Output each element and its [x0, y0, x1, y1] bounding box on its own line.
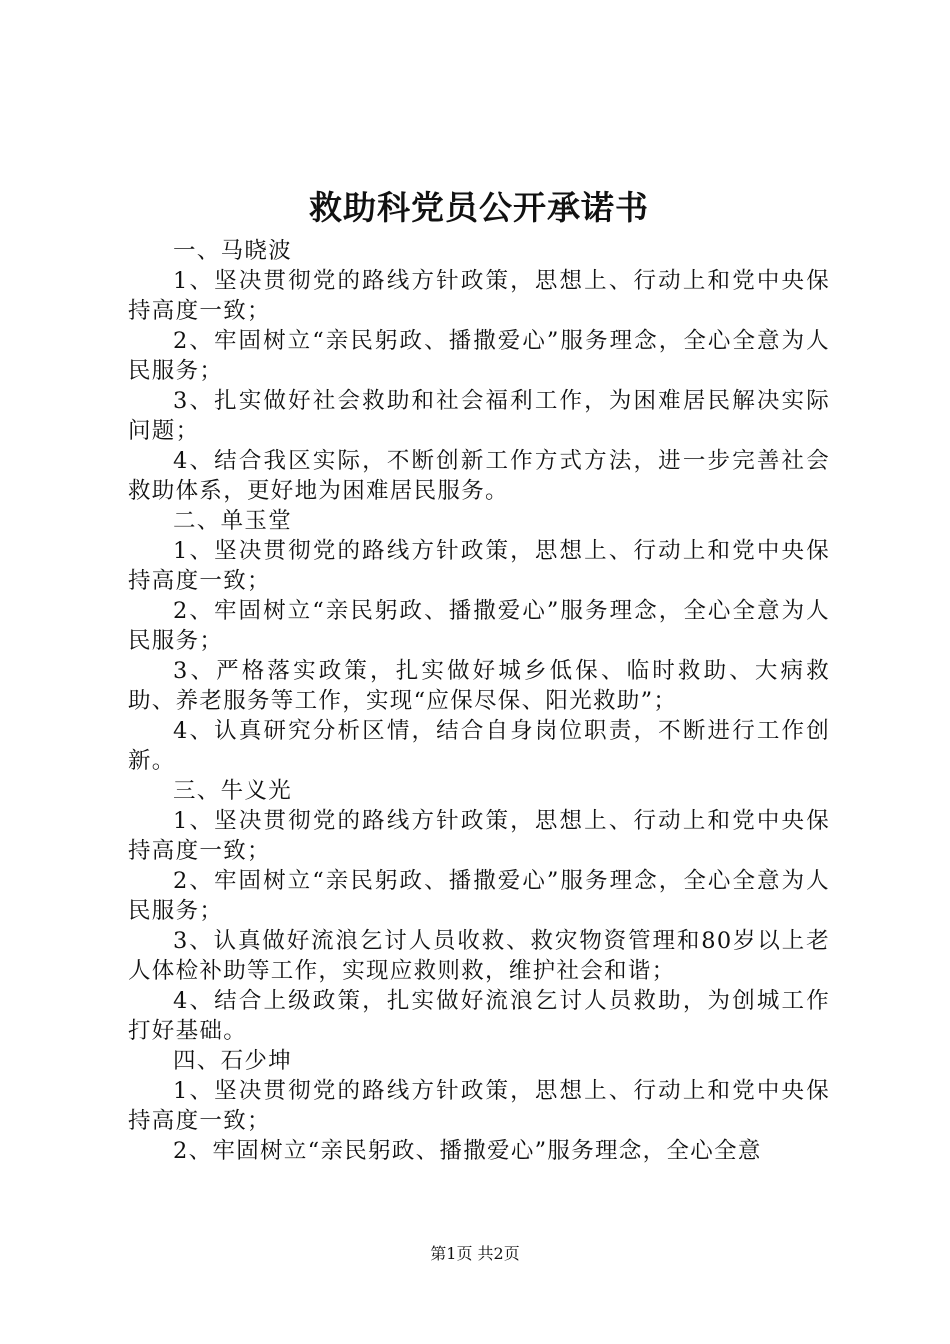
- paragraph: 2、牢固树立“亲民躬政、播撒爱心”服务理念，全心全意为人民服务；: [128, 868, 830, 924]
- paragraph: 3、扎实做好社会救助和社会福利工作，为困难居民解决实际问题；: [128, 388, 830, 444]
- paragraph: 4、认真研究分析区情，结合自身岗位职责，不断进行工作创新。: [128, 718, 830, 774]
- paragraph: 1、坚决贯彻党的路线方针政策，思想上、行动上和党中央保持高度一致；: [128, 268, 830, 324]
- paragraph: 4、结合上级政策，扎实做好流浪乞讨人员救助，为创城工作打好基础。: [128, 988, 830, 1044]
- paragraph: 2、牢固树立“亲民躬政、播撒爱心”服务理念，全心全意: [173, 1138, 762, 1164]
- page-footer: 第1页 共2页: [430, 1244, 520, 1263]
- document-body: [128, 236, 830, 1166]
- section-heading: 二、单玉堂: [173, 508, 293, 534]
- document-title: 救助科党员公开承诺书: [309, 188, 649, 227]
- paragraph: 2、牢固树立“亲民躬政、播撒爱心”服务理念，全心全意为人民服务；: [128, 598, 830, 654]
- document-page: [128, 180, 830, 1166]
- paragraph: 2、牢固树立“亲民躬政、播撒爱心”服务理念，全心全意为人民服务；: [128, 328, 830, 384]
- paragraph: 1、坚决贯彻党的路线方针政策，思想上、行动上和党中央保持高度一致；: [128, 538, 830, 594]
- paragraph: 3、严格落实政策，扎实做好城乡低保、临时救助、大病救助、养老服务等工作，实现“应保尽保、阳光救助”；: [128, 658, 830, 714]
- section-heading: 一、马晓波: [173, 238, 293, 264]
- paragraph: 1、坚决贯彻党的路线方针政策，思想上、行动上和党中央保持高度一致；: [128, 808, 830, 864]
- section-heading: 三、牛义光: [173, 778, 293, 804]
- paragraph: 3、认真做好流浪乞讨人员收救、救灾物资管理和80岁以上老人体检补助等工作，实现应救则救，维护社会和谐；: [128, 928, 830, 984]
- paragraph: 4、结合我区实际，不断创新工作方式方法，进一步完善社会救助体系，更好地为困难居民服务。: [128, 448, 830, 504]
- section-heading: 四、石少坤: [173, 1048, 293, 1074]
- paragraph: 1、坚决贯彻党的路线方针政策，思想上、行动上和党中央保持高度一致；: [128, 1078, 830, 1134]
